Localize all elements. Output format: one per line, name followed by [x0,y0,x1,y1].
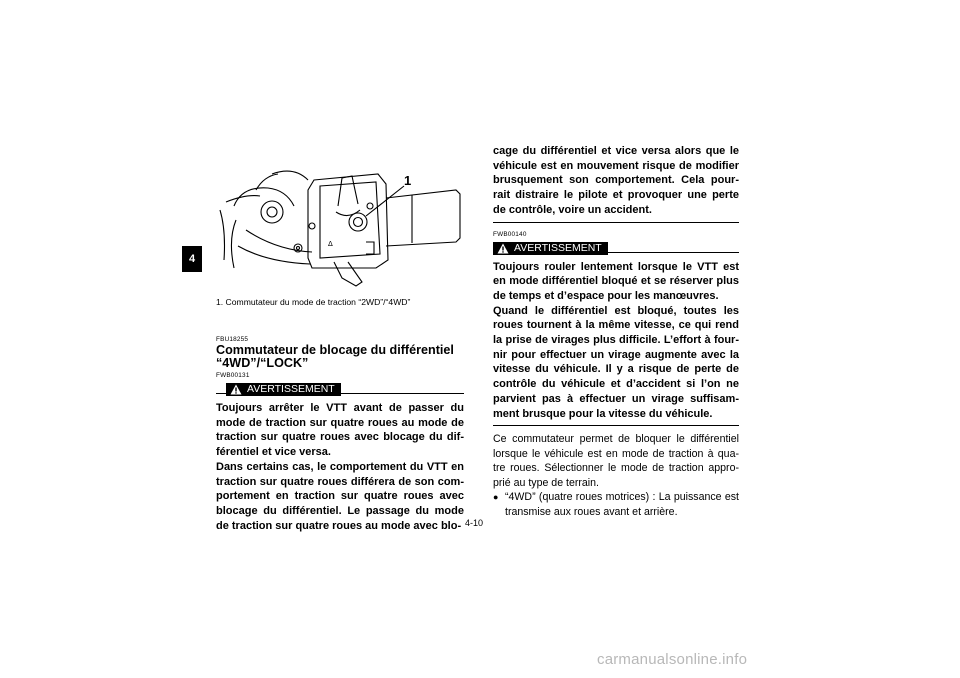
body-paragraph: Ce commutateur permet de bloquer le différentiel lorsque le véhicule est en mode de traction à qua-tre roues. Sélectionner le mode de traction appro-prié au type de terrain. [493,433,739,489]
switch-illustration [216,150,464,290]
warning1-paragraph-2: Dans certains cas, le comportement du VTT en traction sur quatre roues différera de son com-portement en traction sur quatre roues avec blocage du différentiel. Le passage du mode de traction sur quatre roues au mode avec blo- [216,460,464,532]
section-title: Commutateur de blocage du différentiel “4WD”/“LOCK” [216,343,454,370]
warning1-header [216,381,464,397]
list-item [493,490,739,519]
handlebar-drawing [216,150,464,290]
warning-triangle-icon [230,384,242,395]
warning1-code: FWB00131 [216,372,250,379]
warning-triangle-icon [497,243,509,254]
figure-callout-number: 1 [404,173,412,188]
warning2-code: FWB00140 [493,230,527,238]
right-column [493,144,739,519]
warning1-continued: cage du différentiel et vice versa alors que le véhicule est en mouvement risque de modifier brusquement son comportement. Cela pour-rait distraire le pilote et provoquer une perte de contrôle, voire un accident. [493,145,739,216]
page-number: 4-10 [465,518,484,528]
warning2-paragraph-1: Toujours rouler lentement lorsque le VTT est en mode différentiel bloqué et se réserver plus de temps et d’espace pour les manœuvres. [493,260,739,302]
warning1-badge [226,383,341,396]
bullet-text: “4WD” (quatre roues motrices) : La puissance est transmise aux roues avant et arrière. [505,491,739,518]
warning2-label: AVERTISSEMENT [514,241,602,254]
warning1-paragraph-1: Toujours arrêter le VTT avant de passer du mode de traction sur quatre roues au mode de traction sur quatre roues avec blocage du dif-férentiel et vice versa. [216,402,464,459]
svg-text:Δ: Δ [328,240,333,248]
figure-caption: 1. Commutateur du mode de traction “2WD”/“4WD” [216,297,411,307]
warning1-label: AVERTISSEMENT [247,383,335,395]
left-column [216,336,464,533]
warning2-end-rule [493,425,739,426]
warning1-end-rule [493,222,739,223]
warning2-badge [493,242,608,255]
bullet-dot-icon: ● [493,492,499,503]
warning2-header [493,240,739,256]
chapter-tab: 4 [182,246,202,272]
warning2-paragraph-2: Quand le différentiel est bloqué, toutes les roues tournent à la même vitesse, ce qui rend la prise de virages plus difficile. L’effort à four-nir pour effectuer un virage augmente avec la vitesse du véhicule. Il y a risque de perte de contrôle du véhicule et d’accident si l’on ne parvient pas à effectuer un virage suffisam-ment brusque pour la vitesse du véhicule. [493,304,739,420]
section-code: FBU18255 [216,336,249,343]
watermark: carmanualsonline.info [597,651,748,668]
